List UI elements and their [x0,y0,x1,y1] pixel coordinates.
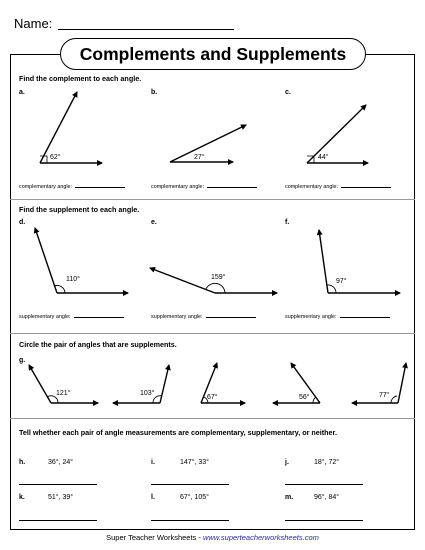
item-l-answer-line[interactable] [151,520,229,521]
item-j-value: 18°, 72° [314,459,340,466]
supplement-instruction: Find the supplement to each angle. [19,205,140,214]
item-i-value: 147°, 33° [180,459,209,466]
answer-e-line[interactable] [206,317,256,318]
answer-f-line[interactable] [340,317,390,318]
angle-a-label: 62° [50,154,61,161]
answer-b: complementary angle: [151,184,257,190]
page-title: Complements and Supplements [60,38,366,70]
section-divider [10,418,415,419]
angle-c-label: 44° [318,154,329,161]
name-label: Name: [14,16,53,31]
item-c-letter: c. [285,89,291,96]
item-e-letter: e. [151,219,157,226]
angle-b-diagram [170,125,246,162]
item-k-letter: k. [19,494,25,501]
answer-a-line[interactable] [75,187,125,188]
tell-instruction: Tell whether each pair of angle measurements are complementary, supplementary, or neither. [19,428,337,437]
angle-b-label: 27° [194,154,205,161]
angle-g5-label: 77° [379,392,390,399]
answer-c: complementary angle: [285,184,391,190]
answer-c-line[interactable] [341,187,391,188]
angle-g4-diagram [273,363,320,403]
answer-f: supplementary angle: [285,314,390,320]
answer-d: supplementary angle: [19,314,124,320]
item-g-letter: g. [19,357,26,364]
footer [0,533,425,542]
complement-instruction: Find the complement to each angle. [19,74,142,83]
item-m-value: 96°, 84° [314,494,340,501]
item-d-letter: d. [19,219,26,226]
item-h-answer-line[interactable] [19,484,97,485]
angle-g2-label: 103° [140,390,155,397]
angle-g1-diagram [29,365,98,403]
angle-f-diagram [319,230,400,293]
angle-c-diagram [307,105,368,163]
angle-g4-label: 56° [299,394,310,401]
footer-url[interactable]: www.superteacherworksheets.com [202,533,319,542]
item-h-letter: h. [19,459,26,466]
item-k-answer-line[interactable] [19,520,97,521]
item-k-value: 51°, 39° [48,494,74,501]
footer-text: Super Teacher Worksheets - [106,533,203,542]
item-j-answer-line[interactable] [285,484,363,485]
answer-d-line[interactable] [74,317,124,318]
section-divider [10,199,415,200]
item-m-answer-line[interactable] [285,520,363,521]
item-a-letter: a. [19,89,25,96]
item-f-letter: f. [285,219,290,226]
item-m-letter: m. [285,494,294,501]
angle-a-diagram [40,92,102,163]
item-i-letter: i. [151,459,155,466]
angle-g3-label: 67° [207,394,218,401]
angle-f-label: 97° [336,278,347,285]
angle-g2-diagram [113,365,169,403]
item-b-letter: b. [151,89,158,96]
item-l-letter: l. [151,494,155,501]
item-j-letter: j. [285,459,289,466]
angle-d-label: 110° [66,276,80,283]
section-divider [10,333,415,334]
answer-e: supplementary angle: [151,314,256,320]
item-l-value: 67°, 105° [180,494,209,501]
angle-e-label: 159° [211,274,226,281]
item-i-answer-line[interactable] [151,484,229,485]
answer-b-line[interactable] [207,187,257,188]
item-h-value: 36°, 24° [48,459,74,466]
answer-a: complementary angle: [19,184,125,190]
circle-instruction: Circle the pair of angles that are supplements. [19,340,177,349]
angle-d-diagram [35,228,128,293]
angle-g1-label: 121° [56,390,71,397]
